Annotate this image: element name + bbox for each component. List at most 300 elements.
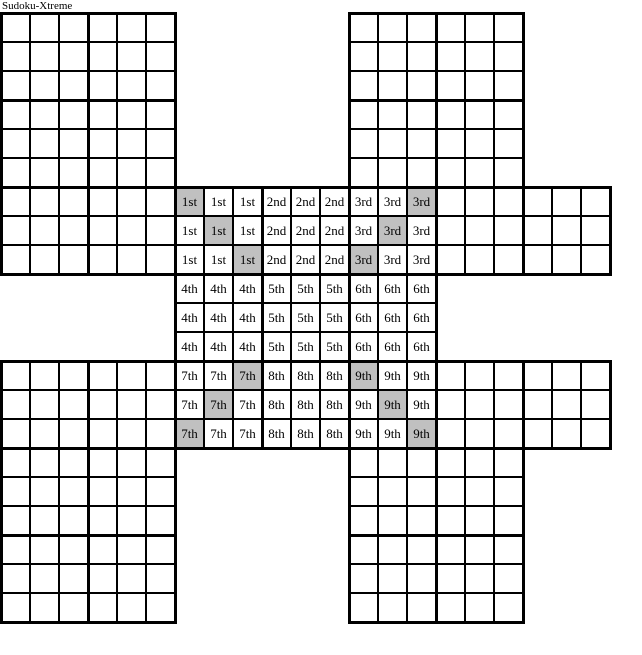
grid-cell-empty[interactable] [407, 13, 436, 42]
grid-cell-labelled[interactable]: 3rd [407, 187, 436, 216]
grid-cell-empty[interactable] [88, 419, 117, 448]
grid-cell-empty[interactable] [30, 593, 59, 622]
grid-cell-empty[interactable] [552, 216, 581, 245]
grid-cell-labelled[interactable]: 1st [175, 245, 204, 274]
grid-cell-empty[interactable] [59, 42, 88, 71]
grid-cell-empty[interactable] [146, 158, 175, 187]
grid-cell-empty[interactable] [494, 71, 523, 100]
grid-cell-labelled[interactable]: 1st [233, 216, 262, 245]
grid-cell-empty[interactable] [59, 13, 88, 42]
grid-cell-empty[interactable] [117, 13, 146, 42]
grid-cell-labelled[interactable]: 7th [233, 419, 262, 448]
grid-cell-empty[interactable] [407, 564, 436, 593]
grid-cell-empty[interactable] [494, 535, 523, 564]
grid-cell-labelled[interactable]: 6th [407, 332, 436, 361]
grid-cell-labelled[interactable]: 9th [407, 419, 436, 448]
grid-cell-labelled[interactable]: 6th [349, 303, 378, 332]
grid-cell-labelled[interactable]: 8th [291, 361, 320, 390]
grid-cell-labelled[interactable]: 8th [320, 419, 349, 448]
grid-cell-labelled[interactable]: 4th [204, 332, 233, 361]
grid-cell-empty[interactable] [59, 158, 88, 187]
grid-cell-empty[interactable] [59, 71, 88, 100]
grid-cell-empty[interactable] [117, 361, 146, 390]
grid-cell-empty[interactable] [1, 245, 30, 274]
grid-cell-empty[interactable] [117, 506, 146, 535]
grid-cell-empty[interactable] [465, 42, 494, 71]
grid-cell-empty[interactable] [88, 477, 117, 506]
grid-cell-empty[interactable] [88, 390, 117, 419]
grid-cell-empty[interactable] [30, 419, 59, 448]
grid-cell-empty[interactable] [30, 477, 59, 506]
grid-cell-empty[interactable] [436, 187, 465, 216]
grid-cell-empty[interactable] [1, 593, 30, 622]
grid-cell-labelled[interactable]: 3rd [349, 216, 378, 245]
grid-cell-empty[interactable] [494, 13, 523, 42]
grid-cell-empty[interactable] [465, 390, 494, 419]
grid-cell-empty[interactable] [523, 245, 552, 274]
grid-cell-empty[interactable] [436, 100, 465, 129]
grid-cell-empty[interactable] [349, 448, 378, 477]
grid-cell-empty[interactable] [117, 593, 146, 622]
grid-cell-empty[interactable] [465, 361, 494, 390]
grid-cell-empty[interactable] [88, 187, 117, 216]
grid-cell-labelled[interactable]: 7th [233, 390, 262, 419]
grid-cell-empty[interactable] [349, 506, 378, 535]
grid-cell-empty[interactable] [59, 448, 88, 477]
grid-cell-empty[interactable] [407, 158, 436, 187]
grid-cell-labelled[interactable]: 3rd [378, 187, 407, 216]
grid-cell-empty[interactable] [378, 593, 407, 622]
grid-cell-empty[interactable] [117, 245, 146, 274]
grid-cell-labelled[interactable]: 4th [233, 303, 262, 332]
grid-cell-empty[interactable] [88, 564, 117, 593]
grid-cell-empty[interactable] [523, 216, 552, 245]
grid-cell-labelled[interactable]: 2nd [262, 187, 291, 216]
grid-cell-empty[interactable] [378, 564, 407, 593]
grid-cell-empty[interactable] [378, 13, 407, 42]
grid-cell-empty[interactable] [378, 100, 407, 129]
grid-cell-empty[interactable] [1, 477, 30, 506]
grid-cell-empty[interactable] [1, 13, 30, 42]
grid-cell-empty[interactable] [59, 361, 88, 390]
grid-cell-empty[interactable] [30, 506, 59, 535]
grid-cell-labelled[interactable]: 9th [349, 390, 378, 419]
grid-cell-empty[interactable] [465, 13, 494, 42]
grid-cell-labelled[interactable]: 7th [175, 361, 204, 390]
grid-cell-empty[interactable] [59, 477, 88, 506]
grid-cell-empty[interactable] [30, 390, 59, 419]
grid-cell-labelled[interactable]: 3rd [349, 187, 378, 216]
grid-cell-labelled[interactable]: 7th [204, 419, 233, 448]
grid-cell-labelled[interactable]: 2nd [262, 245, 291, 274]
grid-cell-empty[interactable] [436, 158, 465, 187]
grid-cell-empty[interactable] [1, 100, 30, 129]
grid-cell-empty[interactable] [349, 477, 378, 506]
grid-cell-empty[interactable] [378, 71, 407, 100]
grid-cell-empty[interactable] [30, 71, 59, 100]
grid-cell-empty[interactable] [88, 245, 117, 274]
grid-cell-labelled[interactable]: 8th [291, 390, 320, 419]
grid-cell-empty[interactable] [436, 245, 465, 274]
grid-cell-labelled[interactable]: 4th [233, 332, 262, 361]
grid-cell-empty[interactable] [117, 390, 146, 419]
grid-cell-empty[interactable] [494, 419, 523, 448]
grid-cell-empty[interactable] [465, 216, 494, 245]
grid-cell-empty[interactable] [378, 448, 407, 477]
grid-cell-labelled[interactable]: 4th [175, 303, 204, 332]
grid-cell-labelled[interactable]: 1st [175, 216, 204, 245]
grid-cell-empty[interactable] [88, 535, 117, 564]
grid-cell-empty[interactable] [146, 216, 175, 245]
grid-cell-empty[interactable] [378, 158, 407, 187]
grid-cell-labelled[interactable]: 9th [378, 419, 407, 448]
grid-cell-empty[interactable] [436, 13, 465, 42]
grid-cell-empty[interactable] [407, 535, 436, 564]
grid-cell-labelled[interactable]: 1st [204, 216, 233, 245]
grid-cell-labelled[interactable]: 4th [204, 303, 233, 332]
grid-cell-empty[interactable] [30, 535, 59, 564]
grid-cell-empty[interactable] [349, 593, 378, 622]
grid-cell-empty[interactable] [523, 419, 552, 448]
grid-cell-empty[interactable] [494, 42, 523, 71]
grid-cell-empty[interactable] [523, 187, 552, 216]
grid-cell-labelled[interactable]: 6th [378, 332, 407, 361]
grid-cell-empty[interactable] [59, 216, 88, 245]
grid-cell-empty[interactable] [146, 100, 175, 129]
grid-cell-empty[interactable] [30, 361, 59, 390]
grid-cell-empty[interactable] [494, 158, 523, 187]
grid-cell-labelled[interactable]: 5th [262, 274, 291, 303]
grid-cell-empty[interactable] [146, 506, 175, 535]
grid-cell-labelled[interactable]: 7th [204, 390, 233, 419]
grid-cell-empty[interactable] [494, 390, 523, 419]
grid-cell-empty[interactable] [523, 361, 552, 390]
grid-cell-labelled[interactable]: 5th [291, 274, 320, 303]
grid-cell-empty[interactable] [117, 129, 146, 158]
grid-cell-labelled[interactable]: 4th [175, 274, 204, 303]
grid-cell-empty[interactable] [349, 42, 378, 71]
grid-cell-labelled[interactable]: 3rd [407, 245, 436, 274]
grid-cell-empty[interactable] [465, 593, 494, 622]
grid-cell-empty[interactable] [349, 535, 378, 564]
grid-cell-labelled[interactable]: 9th [407, 361, 436, 390]
grid-cell-empty[interactable] [30, 13, 59, 42]
grid-cell-empty[interactable] [1, 42, 30, 71]
grid-cell-labelled[interactable]: 4th [175, 332, 204, 361]
grid-cell-labelled[interactable]: 2nd [291, 216, 320, 245]
grid-cell-empty[interactable] [436, 419, 465, 448]
grid-cell-empty[interactable] [465, 506, 494, 535]
grid-cell-empty[interactable] [378, 535, 407, 564]
grid-cell-empty[interactable] [146, 245, 175, 274]
grid-cell-empty[interactable] [146, 129, 175, 158]
grid-cell-labelled[interactable]: 7th [233, 361, 262, 390]
grid-cell-empty[interactable] [494, 506, 523, 535]
grid-cell-empty[interactable] [146, 361, 175, 390]
grid-cell-empty[interactable] [146, 390, 175, 419]
grid-cell-empty[interactable] [117, 71, 146, 100]
grid-cell-empty[interactable] [30, 564, 59, 593]
grid-cell-labelled[interactable]: 1st [175, 187, 204, 216]
grid-cell-labelled[interactable]: 8th [320, 361, 349, 390]
grid-cell-empty[interactable] [436, 564, 465, 593]
grid-cell-labelled[interactable]: 3rd [407, 216, 436, 245]
grid-cell-labelled[interactable]: 1st [204, 245, 233, 274]
grid-cell-empty[interactable] [88, 506, 117, 535]
grid-cell-empty[interactable] [494, 593, 523, 622]
grid-cell-empty[interactable] [494, 100, 523, 129]
grid-cell-labelled[interactable]: 5th [291, 332, 320, 361]
grid-cell-empty[interactable] [1, 187, 30, 216]
grid-cell-empty[interactable] [88, 593, 117, 622]
grid-cell-empty[interactable] [117, 187, 146, 216]
grid-cell-labelled[interactable]: 8th [262, 419, 291, 448]
grid-cell-empty[interactable] [581, 419, 610, 448]
grid-cell-labelled[interactable]: 2nd [291, 187, 320, 216]
grid-cell-empty[interactable] [117, 564, 146, 593]
grid-cell-empty[interactable] [59, 100, 88, 129]
grid-cell-empty[interactable] [552, 390, 581, 419]
grid-cell-empty[interactable] [59, 245, 88, 274]
grid-cell-labelled[interactable]: 5th [291, 303, 320, 332]
grid-cell-labelled[interactable]: 4th [233, 274, 262, 303]
grid-cell-labelled[interactable]: 3rd [378, 216, 407, 245]
grid-cell-empty[interactable] [88, 361, 117, 390]
grid-cell-empty[interactable] [30, 216, 59, 245]
grid-cell-empty[interactable] [465, 564, 494, 593]
grid-cell-empty[interactable] [88, 100, 117, 129]
grid-cell-empty[interactable] [59, 593, 88, 622]
grid-cell-empty[interactable] [88, 448, 117, 477]
grid-cell-empty[interactable] [117, 42, 146, 71]
grid-cell-empty[interactable] [1, 71, 30, 100]
grid-cell-empty[interactable] [494, 361, 523, 390]
grid-cell-labelled[interactable]: 1st [233, 187, 262, 216]
grid-cell-empty[interactable] [1, 129, 30, 158]
grid-cell-empty[interactable] [436, 361, 465, 390]
grid-cell-empty[interactable] [30, 129, 59, 158]
grid-cell-empty[interactable] [407, 100, 436, 129]
grid-cell-labelled[interactable]: 7th [204, 361, 233, 390]
grid-cell-labelled[interactable]: 8th [320, 390, 349, 419]
grid-cell-empty[interactable] [59, 535, 88, 564]
grid-cell-labelled[interactable]: 5th [320, 274, 349, 303]
grid-cell-empty[interactable] [146, 71, 175, 100]
grid-cell-empty[interactable] [581, 216, 610, 245]
grid-cell-empty[interactable] [465, 535, 494, 564]
grid-cell-empty[interactable] [30, 187, 59, 216]
grid-cell-empty[interactable] [88, 129, 117, 158]
grid-cell-empty[interactable] [117, 477, 146, 506]
grid-cell-empty[interactable] [436, 42, 465, 71]
block-separator-vertical [522, 186, 525, 276]
grid-cell-empty[interactable] [146, 419, 175, 448]
grid-cell-labelled[interactable]: 9th [378, 361, 407, 390]
grid-cell-empty[interactable] [349, 158, 378, 187]
grid-cell-empty[interactable] [407, 448, 436, 477]
grid-cell-labelled[interactable]: 6th [378, 274, 407, 303]
grid-cell-labelled[interactable]: 6th [349, 274, 378, 303]
grid-cell-empty[interactable] [1, 564, 30, 593]
grid-cell-empty[interactable] [59, 506, 88, 535]
grid-cell-empty[interactable] [30, 42, 59, 71]
grid-cell-empty[interactable] [407, 129, 436, 158]
grid-cell-empty[interactable] [88, 42, 117, 71]
grid-cell-empty[interactable] [494, 245, 523, 274]
grid-cell-empty[interactable] [349, 100, 378, 129]
grid-cell-empty[interactable] [1, 390, 30, 419]
grid-cell-empty[interactable] [349, 13, 378, 42]
grid-cell-empty[interactable] [117, 448, 146, 477]
grid-cell-empty[interactable] [30, 448, 59, 477]
grid-cell-empty[interactable] [378, 129, 407, 158]
grid-cell-empty[interactable] [146, 477, 175, 506]
grid-cell-empty[interactable] [88, 71, 117, 100]
grid-cell-labelled[interactable]: 5th [262, 303, 291, 332]
grid-cell-empty[interactable] [436, 593, 465, 622]
grid-cell-empty[interactable] [88, 216, 117, 245]
grid-cell-empty[interactable] [59, 419, 88, 448]
grid-cell-labelled[interactable]: 5th [320, 332, 349, 361]
grid-cell-empty[interactable] [117, 419, 146, 448]
grid-cell-empty[interactable] [465, 187, 494, 216]
grid-cell-empty[interactable] [465, 419, 494, 448]
grid-cell-labelled[interactable]: 1st [233, 245, 262, 274]
grid-cell-empty[interactable] [378, 42, 407, 71]
grid-cell-empty[interactable] [1, 506, 30, 535]
grid-cell-empty[interactable] [465, 129, 494, 158]
grid-cell-labelled[interactable]: 6th [349, 332, 378, 361]
grid-cell-empty[interactable] [465, 245, 494, 274]
grid-cell-labelled[interactable]: 2nd [320, 187, 349, 216]
grid-cell-labelled[interactable]: 2nd [320, 245, 349, 274]
grid-cell-empty[interactable] [88, 158, 117, 187]
grid-cell-empty[interactable] [30, 158, 59, 187]
grid-cell-labelled[interactable]: 6th [407, 303, 436, 332]
grid-cell-empty[interactable] [494, 216, 523, 245]
grid-cell-empty[interactable] [552, 361, 581, 390]
grid-cell-empty[interactable] [1, 419, 30, 448]
grid-cell-labelled[interactable]: 9th [349, 419, 378, 448]
grid-cell-empty[interactable] [465, 158, 494, 187]
grid-cell-empty[interactable] [88, 13, 117, 42]
grid-cell-empty[interactable] [436, 506, 465, 535]
grid-cell-empty[interactable] [407, 71, 436, 100]
grid-cell-empty[interactable] [146, 535, 175, 564]
grid-cell-labelled[interactable]: 5th [262, 332, 291, 361]
grid-cell-labelled[interactable]: 8th [262, 390, 291, 419]
grid-cell-labelled[interactable]: 3rd [378, 245, 407, 274]
block-separator-horizontal [348, 99, 525, 102]
grid-cell-empty[interactable] [117, 216, 146, 245]
grid-cell-labelled[interactable]: 6th [378, 303, 407, 332]
grid-cell-empty[interactable] [30, 100, 59, 129]
grid-cell-labelled[interactable]: 9th [378, 390, 407, 419]
grid-cell-empty[interactable] [349, 71, 378, 100]
grid-cell-empty[interactable] [581, 361, 610, 390]
grid-cell-empty[interactable] [436, 390, 465, 419]
grid-cell-empty[interactable] [146, 187, 175, 216]
grid-cell-labelled[interactable]: 8th [262, 361, 291, 390]
grid-cell-empty[interactable] [407, 42, 436, 71]
grid-cell-labelled[interactable]: 6th [407, 274, 436, 303]
grid-cell-empty[interactable] [552, 187, 581, 216]
grid-cell-empty[interactable] [581, 390, 610, 419]
grid-cell-empty[interactable] [1, 361, 30, 390]
grid-cell-labelled[interactable]: 7th [175, 419, 204, 448]
grid-cell-labelled[interactable]: 9th [349, 361, 378, 390]
grid-cell-empty[interactable] [349, 129, 378, 158]
grid-cell-empty[interactable] [465, 448, 494, 477]
grid-cell-labelled[interactable]: 5th [320, 303, 349, 332]
grid-cell-empty[interactable] [436, 216, 465, 245]
grid-cell-labelled[interactable]: 9th [407, 390, 436, 419]
grid-cell-empty[interactable] [494, 564, 523, 593]
grid-cell-empty[interactable] [117, 100, 146, 129]
grid-cell-labelled[interactable]: 7th [175, 390, 204, 419]
grid-cell-empty[interactable] [1, 535, 30, 564]
grid-cell-empty[interactable] [552, 245, 581, 274]
grid-cell-empty[interactable] [146, 13, 175, 42]
grid-cell-empty[interactable] [465, 71, 494, 100]
grid-cell-labelled[interactable]: 2nd [320, 216, 349, 245]
grid-cell-empty[interactable] [378, 506, 407, 535]
grid-cell-empty[interactable] [146, 593, 175, 622]
grid-cell-labelled[interactable]: 2nd [262, 216, 291, 245]
grid-cell-empty[interactable] [146, 564, 175, 593]
grid-cell-empty[interactable] [436, 448, 465, 477]
region-outline [435, 360, 438, 450]
grid-cell-empty[interactable] [581, 187, 610, 216]
grid-cell-empty[interactable] [349, 564, 378, 593]
grid-cell-empty[interactable] [146, 42, 175, 71]
grid-cell-empty[interactable] [59, 564, 88, 593]
grid-cell-empty[interactable] [436, 71, 465, 100]
grid-cell-empty[interactable] [436, 477, 465, 506]
grid-cell-empty[interactable] [407, 506, 436, 535]
grid-cell-empty[interactable] [1, 448, 30, 477]
grid-cell-empty[interactable] [378, 477, 407, 506]
grid-cell-empty[interactable] [552, 419, 581, 448]
grid-cell-empty[interactable] [146, 448, 175, 477]
grid-cell-empty[interactable] [436, 129, 465, 158]
grid-cell-empty[interactable] [117, 158, 146, 187]
grid-cell-empty[interactable] [523, 390, 552, 419]
grid-cell-empty[interactable] [436, 535, 465, 564]
grid-cell-labelled[interactable]: 8th [291, 419, 320, 448]
grid-cell-empty[interactable] [59, 129, 88, 158]
grid-cell-empty[interactable] [59, 187, 88, 216]
grid-cell-empty[interactable] [407, 477, 436, 506]
grid-cell-empty[interactable] [494, 187, 523, 216]
grid-cell-empty[interactable] [1, 216, 30, 245]
grid-cell-empty[interactable] [30, 245, 59, 274]
grid-cell-empty[interactable] [494, 448, 523, 477]
grid-cell-empty[interactable] [1, 158, 30, 187]
grid-cell-empty[interactable] [59, 390, 88, 419]
grid-cell-empty[interactable] [117, 535, 146, 564]
grid-cell-labelled[interactable]: 1st [204, 187, 233, 216]
grid-cell-empty[interactable] [407, 593, 436, 622]
grid-cell-labelled[interactable]: 2nd [291, 245, 320, 274]
grid-cell-labelled[interactable]: 4th [204, 274, 233, 303]
grid-cell-empty[interactable] [465, 477, 494, 506]
grid-cell-labelled[interactable]: 3rd [349, 245, 378, 274]
grid-cell-empty[interactable] [465, 100, 494, 129]
grid-cell-empty[interactable] [581, 245, 610, 274]
grid-cell-empty[interactable] [494, 477, 523, 506]
grid-cell-empty[interactable] [494, 129, 523, 158]
